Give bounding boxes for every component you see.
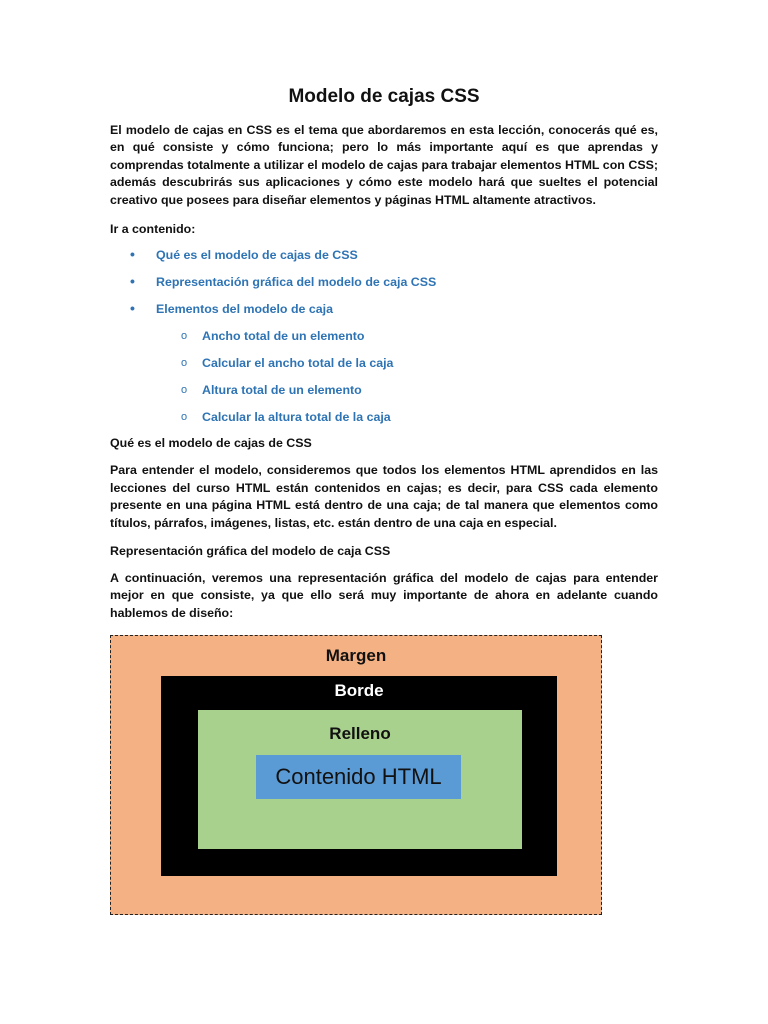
toc-subitem	[156, 382, 658, 399]
section-heading-representacion: Representación gráfica del modelo de caja CSS	[110, 544, 391, 559]
section-paragraph-que-es: Para entender el modelo, consideremos que todos los elementos HTML aprendidos en las lecciones del curso HTML están contenidos en cajas; es decir, para CSS cada elemento presente en una página HTML está dentro de una caja; de tal manera que elementos como títulos, párrafos, imágenes, listas, etc. están dentro de una caja en especial.	[110, 463, 658, 530]
border-label: Borde	[334, 681, 384, 700]
toc-item	[110, 247, 658, 264]
toc-link-calcular-ancho[interactable]: Calcular el ancho total de la caja	[202, 356, 394, 371]
intro-paragraph: El modelo de cajas en CSS es el tema que abordaremos en esta lección, conocerás qué es, en qué consiste y cómo funciona; pero lo más importante aquí es que aprendas y comprendas totalmente a utilizar el modelo de cajas para trabajar elementos HTML con CSS; además descubrirás sus aplicaciones y cómo este modelo hará que sueltes el potencial creativo que posees para diseñar elementos y páginas HTML altamente atractivos.	[110, 123, 658, 207]
border-box	[161, 676, 557, 876]
padding-label: Relleno	[329, 724, 391, 743]
toc-label: Ir a contenido:	[110, 222, 196, 237]
toc-link-que-es[interactable]: Qué es el modelo de cajas de CSS	[156, 248, 358, 263]
toc-link-elementos[interactable]: Elementos del modelo de caja	[156, 302, 333, 317]
toc-link-altura-total[interactable]: Altura total de un elemento	[202, 383, 362, 398]
box-model-diagram	[110, 635, 602, 915]
document-page	[110, 86, 658, 634]
toc-subitem	[156, 355, 658, 372]
margin-label: Margen	[325, 646, 387, 665]
toc-item	[110, 274, 658, 291]
toc-link-calcular-altura[interactable]: Calcular la altura total de la caja	[202, 410, 391, 425]
table-of-contents	[110, 247, 658, 426]
page-title: Modelo de cajas CSS	[288, 86, 480, 107]
toc-subitem	[156, 328, 658, 345]
padding-box	[198, 710, 522, 849]
toc-link-ancho-total[interactable]: Ancho total de un elemento	[202, 329, 365, 344]
toc-subitem	[156, 409, 658, 426]
content-label: Contenido HTML	[275, 764, 442, 789]
toc-item	[110, 301, 658, 426]
section-heading-que-es: Qué es el modelo de cajas de CSS	[110, 436, 312, 451]
toc-sublist	[156, 328, 658, 426]
content-box	[256, 755, 461, 799]
section-paragraph-representacion: A continuación, veremos una representación gráfica del modelo de cajas para entender mejor en que consiste, ya que ello será muy importante de ahora en adelante cuando hablemos de diseño:	[110, 571, 658, 620]
toc-link-representacion[interactable]: Representación gráfica del modelo de caja CSS	[156, 275, 437, 290]
